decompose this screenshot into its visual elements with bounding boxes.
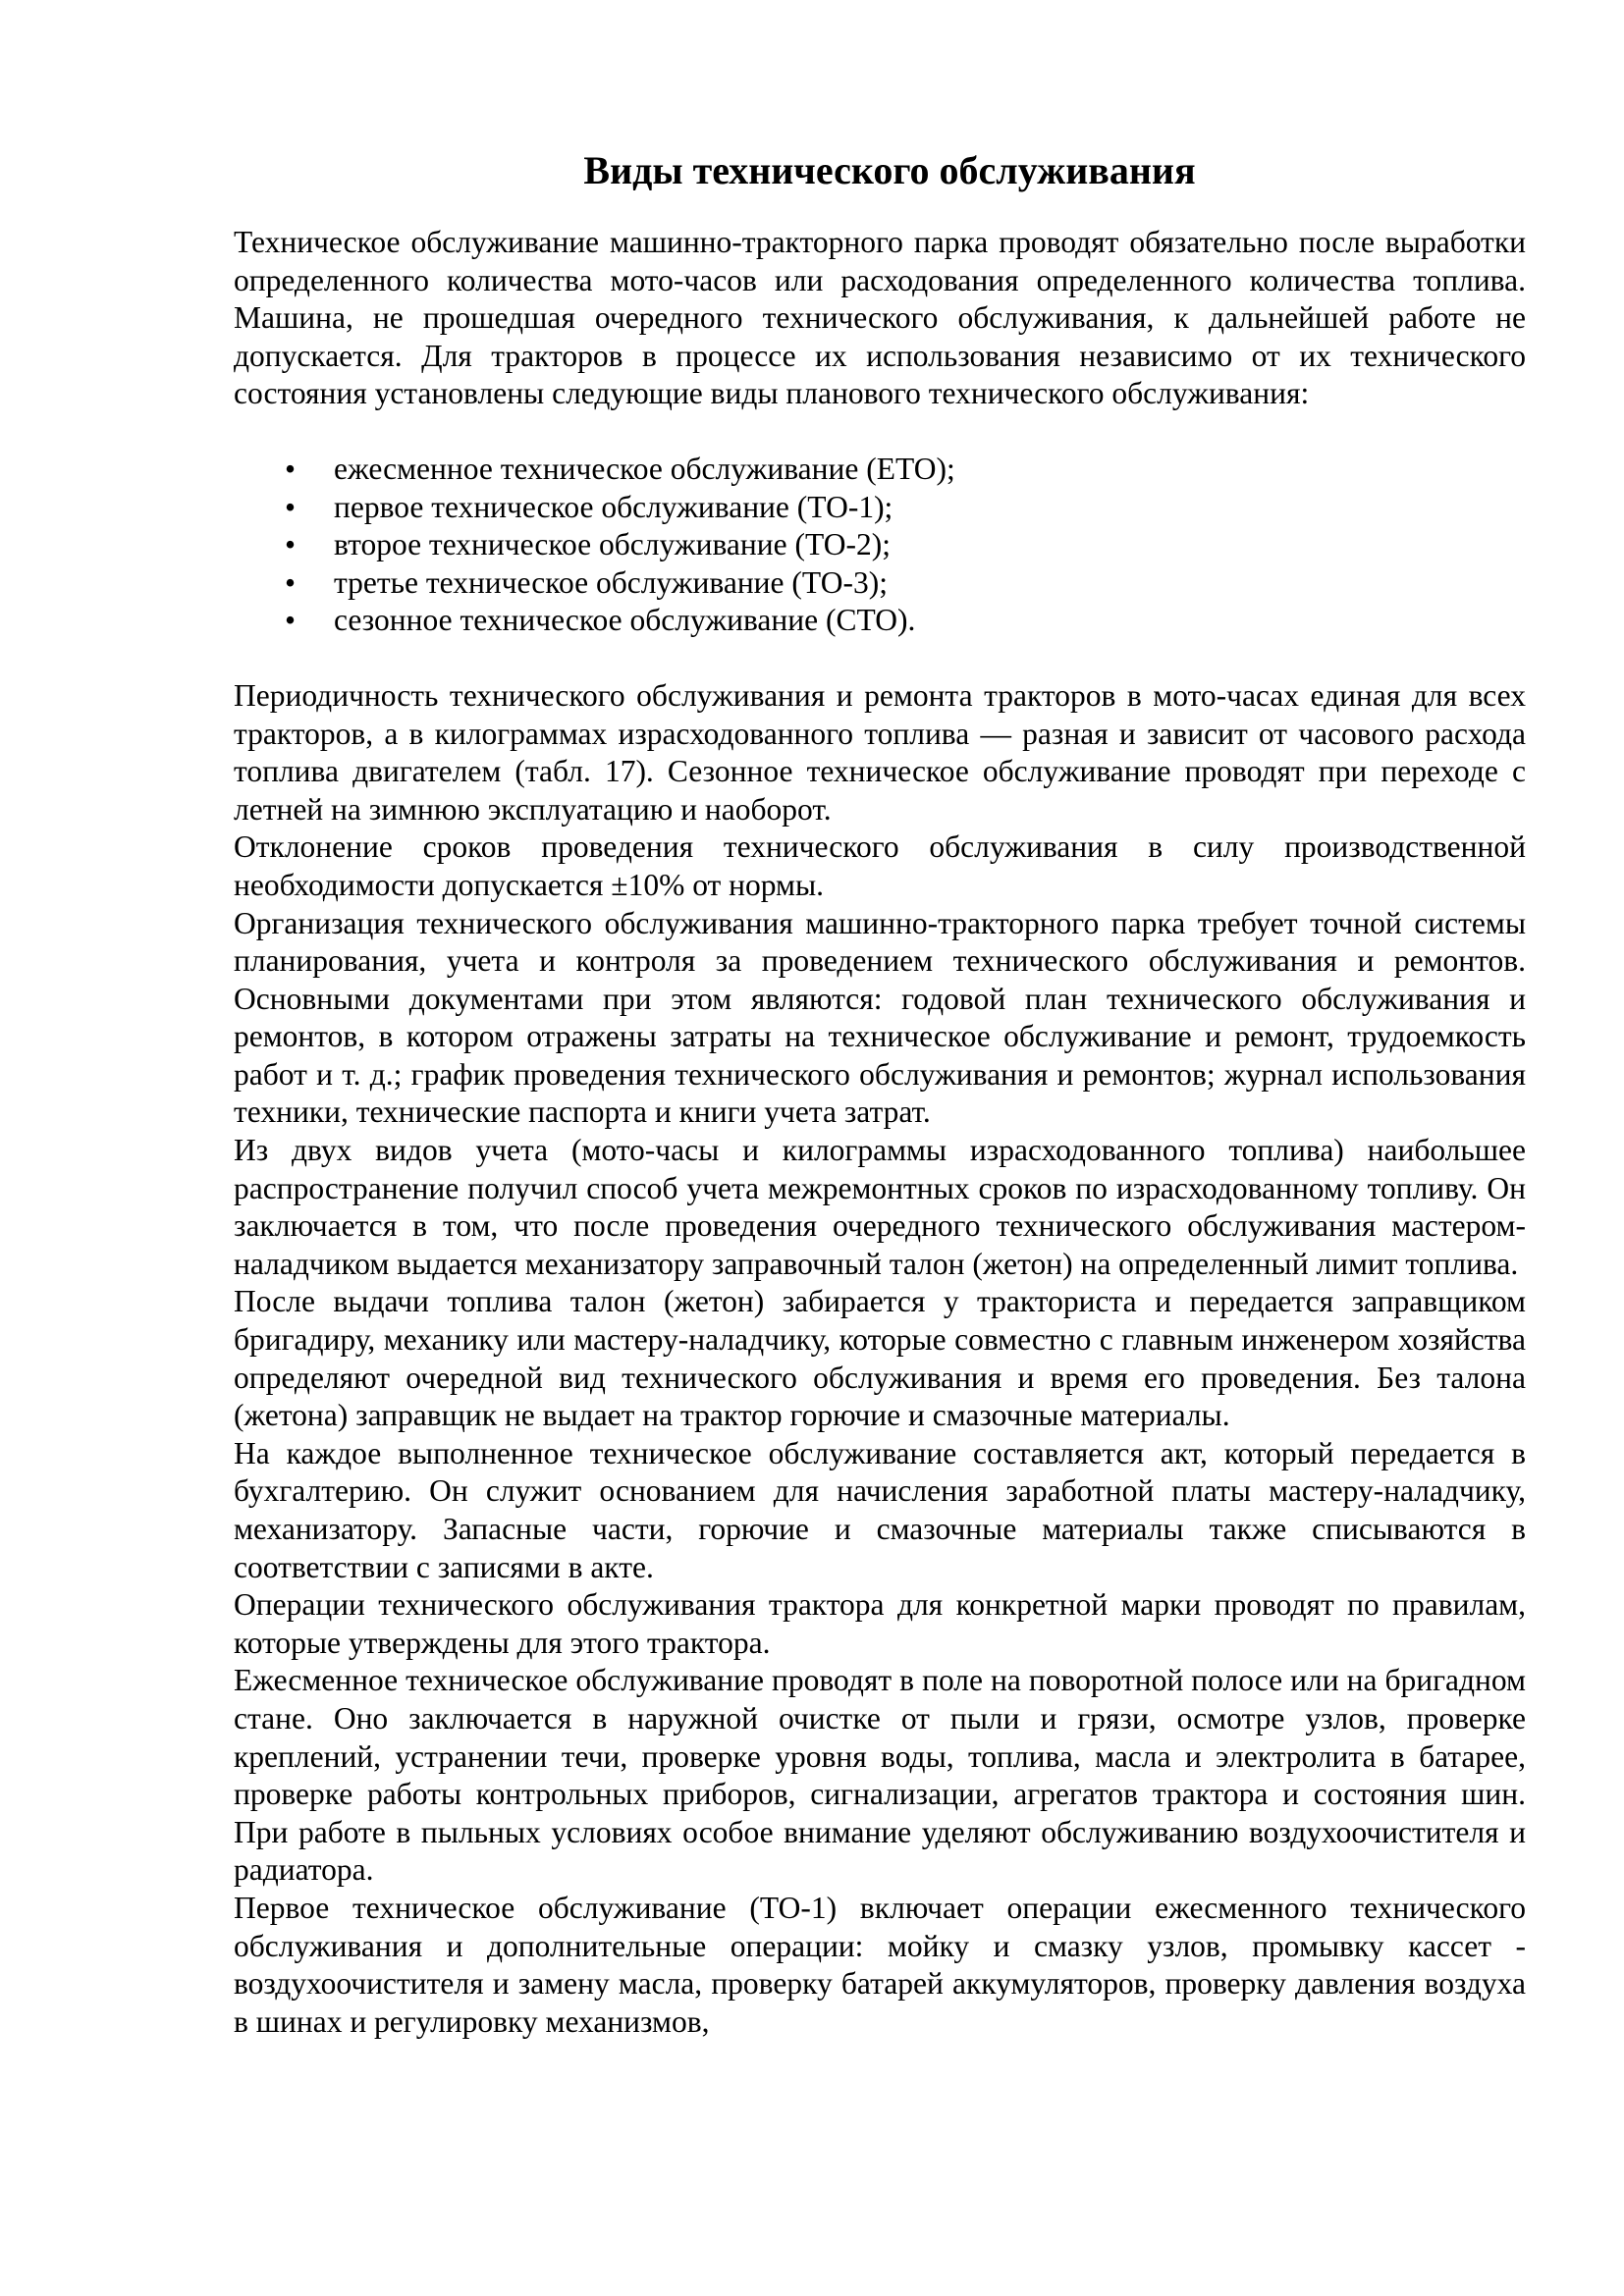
- paragraph-accounting: Из двух видов учета (мото-часы и килограммы израсходованного топлива) наибольшее распространение получил способ учета межремонтных сроков по израсходованному топливу. Он заключается в том, что после проведения очередного технического обслуживания мастером-наладчиком выдается механизатору заправочный талон (жетон) на определенный лимит топлива.: [234, 1133, 1526, 1281]
- paragraph-periodicity: Периодичность технического обслуживания и ремонта тракторов в мото-часах единая для всех тракторов, а в килограммах израсходованного топлива — разная и зависит от часового расхода топлива двигателем (табл. 17). Сезонное техническое обслуживание проводят при переходе с летней на зимнюю эксплуатацию и наоборот.: [234, 677, 1526, 827]
- bullet-icon: •: [285, 564, 297, 600]
- list-item: [234, 526, 1526, 564]
- list-item: [234, 451, 1526, 489]
- bullet-icon: •: [285, 489, 297, 524]
- paragraph-deviation: Отклонение сроков проведения технического обслуживания в силу производственной необходимости допускается ±10% от нормы.: [234, 829, 1526, 902]
- bullet-icon: •: [285, 527, 297, 562]
- paragraph-fuel-coupon: После выдачи топлива талон (жетон) забирается у тракториста и передается заправщиком бригадиру, механику или мастеру-наладчику, которые совместно с главным инженером хозяйства определяют очередной вид технического обслуживания и время его проведения. Без талона (жетона) заправщик не выдает на трактор горючие и смазочные материалы.: [234, 1284, 1526, 1433]
- list-item-text: первое техническое обслуживание (ТО-1);: [334, 489, 893, 524]
- bullet-icon: •: [285, 451, 297, 486]
- paragraph-eto: Ежесменное техническое обслуживание проводят в поле на поворотной полосе или на бригадном стане. Оно заключается в наружной очистке от пыли и грязи, осмотре узлов, проверке креплений, устранении течи, проверке уровня воды, топлива, масла и электролита в батарее, проверке работы контрольных приборов, сигнализации, агрегатов трактора и состояния шин. При работе в пыльных условиях особое внимание уделяют обслуживанию воздухоочистителя и радиатора.: [234, 1663, 1526, 1888]
- list-item-text: ежесменное техническое обслуживание (ЕТО);: [334, 451, 955, 486]
- list-item: [234, 602, 1526, 640]
- paragraph-act: На каждое выполненное техническое обслуживание составляется акт, который передается в бухгалтерию. Он служит основанием для начисления заработной платы мастеру-наладчику, механизатору. Запасные части, горючие и смазочные материалы также списываются в соответствии с записями в акте.: [234, 1435, 1526, 1584]
- list-item: [234, 489, 1526, 527]
- list-item: [234, 564, 1526, 603]
- list-item-text: второе техническое обслуживание (ТО-2);: [334, 527, 891, 562]
- list-item-text: сезонное техническое обслуживание (СТО).: [334, 603, 916, 638]
- paragraph-organization: Организация технического обслуживания машинно-тракторного парка требует точной системы планирования, учета и контроля за проведением технического обслуживания и ремонтов. Основными документами при этом являются: годовой план технического обслуживания и ремонтов, в котором отражены затраты на техническое обслуживание и ремонт, трудоемкость работ и т. д.; график проведения технического обслуживания и ремонтов; журнал использования техники, технические паспорта и книги учета затрат.: [234, 905, 1526, 1130]
- intro-paragraph: Техническое обслуживание машинно-тракторного парка проводят обязательно после выработки определенного количества мото-часов или расходования определенного количества топлива. Машина, не прошедшая очередного технического обслуживания, к дальнейшей работе не допускается. Для тракторов в процессе их использования независимо от их технического состояния установлены следующие виды планового технического обслуживания:: [234, 225, 1526, 411]
- maintenance-types-list: [234, 451, 1526, 640]
- paragraph-to1: Первое техническое обслуживание (ТО-1) включает операции ежесменного технического обслуживания и дополнительные операции: мойку и смазку узлов, промывку кассет - воздухоочистителя и замену масла, проверку батарей аккумуляторов, проверку давления воздуха в шинах и регулировку механизмов,: [234, 1890, 1526, 2039]
- document-page: [234, 147, 1526, 2041]
- list-item-text: третье техническое обслуживание (ТО-3);: [334, 564, 888, 600]
- bullet-icon: •: [285, 603, 297, 638]
- paragraph-rules: Операции технического обслуживания трактора для конкретной марки проводят по правилам, которые утверждены для этого трактора.: [234, 1587, 1526, 1660]
- document-title: Виды технического обслуживания: [583, 148, 1196, 192]
